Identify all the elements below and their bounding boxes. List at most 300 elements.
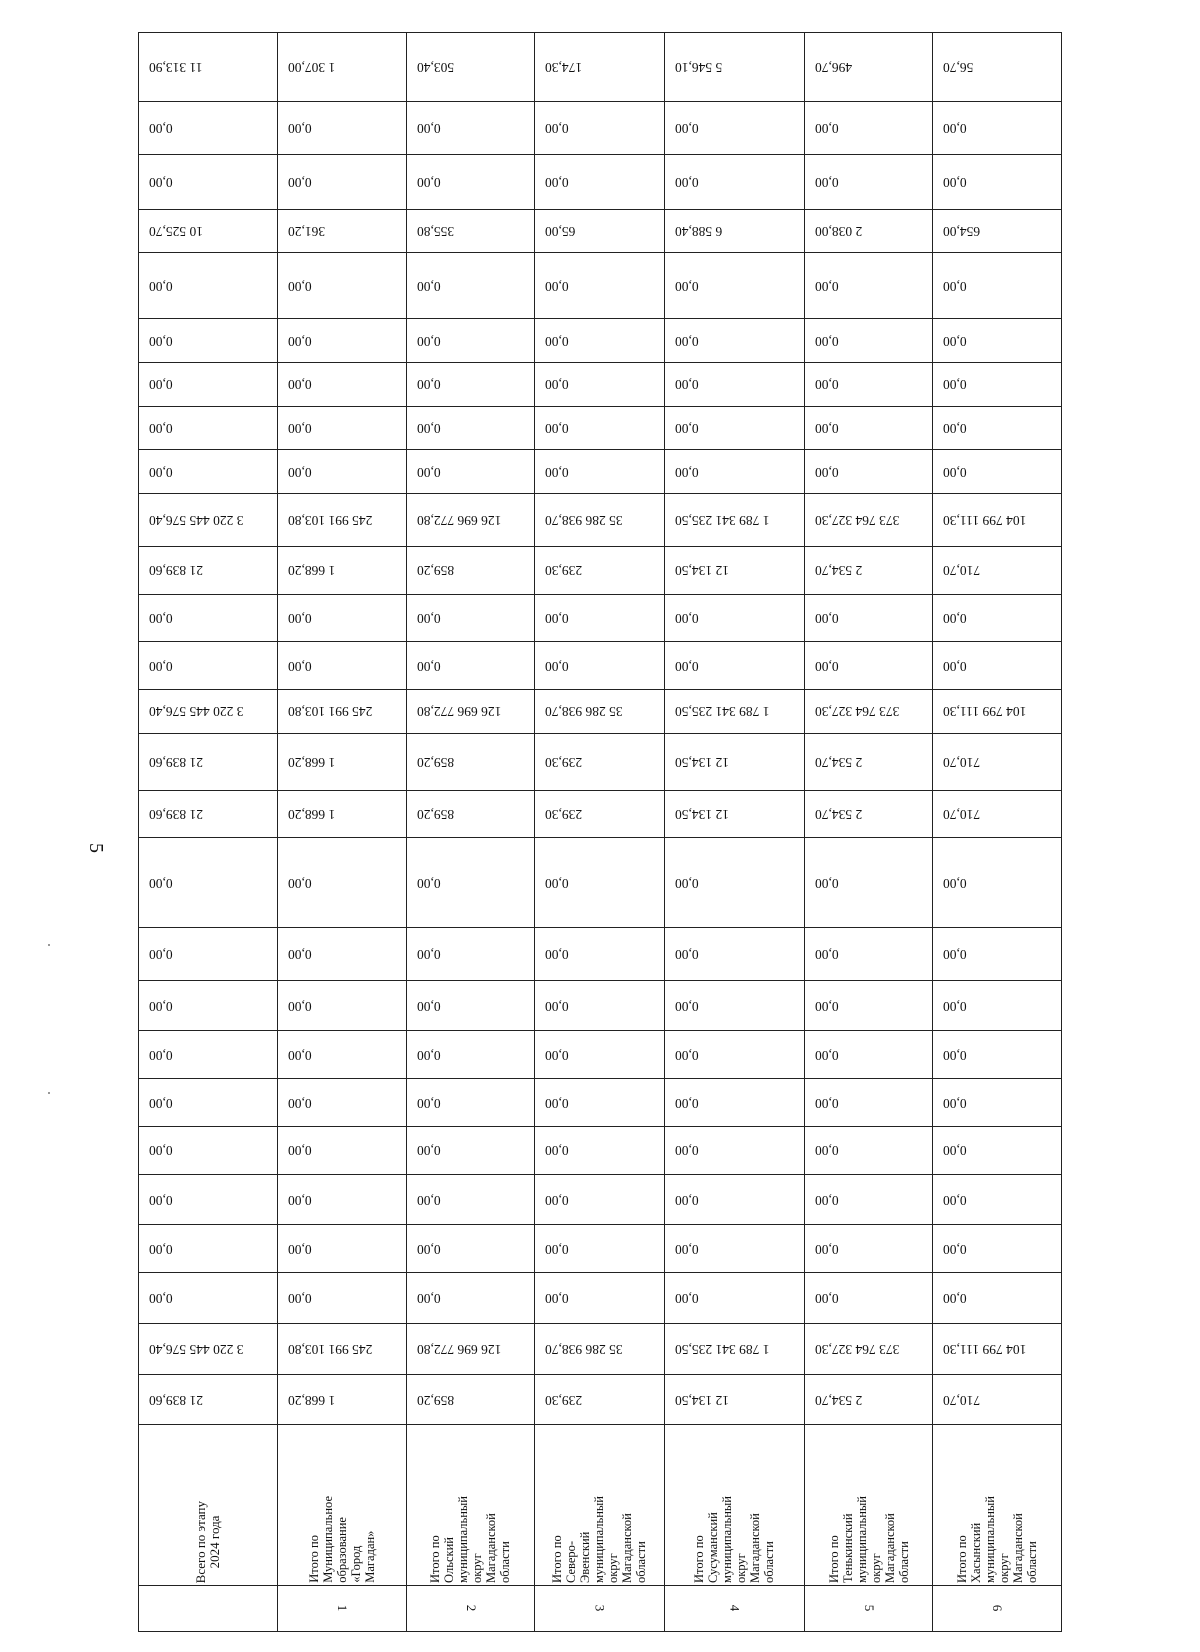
value-text: 1 668,20 [288,563,336,579]
value-text: 0,00 [674,174,699,190]
value-cell-row-2 [406,1126,535,1174]
value-text: 126 696 772,80 [416,704,501,720]
table-row [139,838,1062,927]
value-cell-row-1 [278,154,407,209]
value-text: 239,30 [545,754,583,770]
value-text: 373 764 327,30 [814,513,900,529]
value-cell-row-1 [278,406,407,450]
value-cell-row-6 [933,1323,1062,1374]
value-text: 0,00 [545,1291,569,1307]
value-text: 0,00 [545,946,569,962]
value-text: 710,70 [943,807,981,823]
value-text: 65,00 [545,224,576,240]
value-text: 0,00 [814,120,839,136]
table-row [139,33,1062,102]
value-text: 0,00 [149,875,173,891]
value-text: 0,00 [545,1095,569,1111]
value-cell-row-2 [406,1031,535,1079]
value-text: 0,00 [149,120,173,136]
value-cell-total [139,1174,278,1225]
value-text: 0,00 [416,120,441,136]
value-cell-row-4 [664,733,804,790]
value-text: 0,00 [416,875,441,891]
value-cell-row-3 [535,790,665,838]
row-number-cell-row-2 [406,1585,535,1631]
value-text: 126 696 772,80 [416,513,501,529]
value-text: 0,00 [416,421,441,437]
value-text: 0,00 [674,1143,699,1159]
value-cell-row-5 [804,33,933,102]
value-text: 0,00 [814,611,839,627]
table-row [139,1174,1062,1225]
value-cell-row-1 [278,494,407,547]
value-cell-row-6 [933,209,1062,253]
scan-speck [48,944,50,946]
value-cell-row-2 [406,363,535,407]
value-text: 0,00 [416,1047,441,1063]
row-label-cell-row-2 [406,1425,535,1586]
value-text: 0,00 [814,1291,839,1307]
value-cell-row-3 [535,209,665,253]
value-cell-row-3 [535,33,665,102]
value-cell-total [139,1374,278,1425]
value-text: 3 220 445 576,40 [149,704,244,720]
value-cell-row-3 [535,450,665,494]
value-text: 12 134,50 [674,754,729,770]
value-cell-row-2 [406,209,535,253]
value-cell-row-1 [278,642,407,690]
value-text: 0,00 [674,377,699,393]
value-cell-row-1 [278,102,407,155]
table-row [139,154,1062,209]
value-cell-row-2 [406,1374,535,1425]
value-cell-row-4 [664,980,804,1031]
value-cell-row-4 [664,1225,804,1273]
value-text: 0,00 [288,1143,312,1159]
table-row [139,594,1062,642]
value-cell-row-1 [278,1079,407,1127]
value-text: 245 991 103,80 [288,1341,373,1357]
value-cell-row-6 [933,450,1062,494]
row-number: 3 [592,1605,608,1612]
value-text: 0,00 [288,611,312,627]
value-text: 0,00 [149,1241,173,1257]
row-number-cell-total [139,1585,278,1631]
value-text: 0,00 [288,1291,312,1307]
row-label-cell-row-3 [535,1425,665,1586]
value-text: 21 839,60 [149,807,203,823]
value-cell-row-4 [664,1374,804,1425]
value-text: 0,00 [288,278,312,294]
value-text: 0,00 [288,1241,312,1257]
value-cell-row-5 [804,927,933,980]
value-text: 0,00 [545,1192,569,1208]
value-cell-row-1 [278,733,407,790]
value-cell-row-6 [933,319,1062,363]
table-row [139,253,1062,319]
value-cell-row-2 [406,494,535,547]
value-text: 239,30 [545,563,583,579]
value-cell-row-1 [278,253,407,319]
value-cell-total [139,690,278,734]
value-text: 21 839,60 [149,563,203,579]
value-cell-row-4 [664,927,804,980]
value-text: 859,20 [416,1392,454,1408]
row-label: Всего по этапу 2024 года [193,1500,223,1583]
value-text: 6 588,40 [674,224,722,240]
value-cell-row-4 [664,102,804,155]
value-text: 0,00 [674,658,699,674]
label-row [139,1425,1062,1586]
value-text: 0,00 [149,1095,173,1111]
value-text: 0,00 [149,278,173,294]
value-cell-row-3 [535,319,665,363]
value-text: 0,00 [288,998,312,1014]
value-text: 12 134,50 [674,1392,729,1408]
table-row [139,1079,1062,1127]
value-cell-row-5 [804,1323,933,1374]
row-label: Итого по Муниципальное образование «Город Магадан» [306,1496,377,1583]
value-cell-row-4 [664,494,804,547]
value-cell-row-1 [278,450,407,494]
table-row [139,102,1062,155]
value-text: 0,00 [674,278,699,294]
table-row [139,546,1062,594]
value-cell-total [139,1126,278,1174]
value-text: 373 764 327,30 [814,1341,900,1357]
value-text: 0,00 [545,1241,569,1257]
value-cell-row-2 [406,733,535,790]
value-text: 0,00 [943,611,968,627]
value-text: 0,00 [416,1291,441,1307]
value-cell-row-4 [664,33,804,102]
value-cell-row-2 [406,154,535,209]
value-text: 0,00 [149,1047,173,1063]
value-cell-row-4 [664,546,804,594]
value-cell-row-5 [804,1126,933,1174]
value-cell-row-1 [278,1031,407,1079]
value-cell-row-5 [804,1031,933,1079]
value-text: 0,00 [814,377,839,393]
value-text: 0,00 [288,421,312,437]
value-text: 0,00 [674,1241,699,1257]
value-text: 0,00 [674,1095,699,1111]
value-cell-total [139,406,278,450]
value-text: 710,70 [943,1392,981,1408]
value-cell-total [139,33,278,102]
value-cell-row-3 [535,927,665,980]
value-cell-row-4 [664,642,804,690]
value-text: 0,00 [149,333,173,349]
value-cell-row-5 [804,1273,933,1324]
table-row [139,450,1062,494]
row-label-cell-row-5 [804,1425,933,1586]
value-text: 3 220 445 576,40 [149,1341,244,1357]
value-cell-row-2 [406,1225,535,1273]
value-text: 0,00 [943,658,968,674]
value-cell-row-6 [933,363,1062,407]
table-row [139,1225,1062,1273]
value-cell-total [139,450,278,494]
value-cell-row-5 [804,253,933,319]
value-cell-total [139,927,278,980]
value-text: 1 307,00 [288,60,336,76]
value-text: 0,00 [416,658,441,674]
value-cell-total [139,1273,278,1324]
value-cell-row-5 [804,790,933,838]
value-cell-total [139,790,278,838]
value-cell-row-4 [664,1126,804,1174]
value-cell-row-6 [933,790,1062,838]
value-cell-row-5 [804,209,933,253]
value-cell-row-6 [933,494,1062,547]
value-cell-total [139,733,278,790]
value-text: 3 220 445 576,40 [149,513,244,529]
value-cell-row-1 [278,1374,407,1425]
value-text: 0,00 [149,421,173,437]
value-text: 245 991 103,80 [288,513,373,529]
value-cell-total [139,1323,278,1374]
row-number: 5 [861,1605,877,1612]
value-cell-row-5 [804,363,933,407]
value-text: 0,00 [416,377,441,393]
value-cell-total [139,363,278,407]
value-text: 1 789 341 235,50 [674,1341,770,1357]
value-cell-row-5 [804,406,933,450]
value-text: 0,00 [674,875,699,891]
table-row [139,209,1062,253]
value-text: 0,00 [288,174,312,190]
value-cell-row-4 [664,1323,804,1374]
value-text: 239,30 [545,807,583,823]
value-cell-total [139,594,278,642]
value-text: 0,00 [943,278,968,294]
value-cell-row-4 [664,319,804,363]
value-text: 0,00 [288,875,312,891]
value-text: 0,00 [416,946,441,962]
value-cell-row-3 [535,494,665,547]
value-cell-row-4 [664,690,804,734]
value-text: 0,00 [288,120,312,136]
row-number: 6 [990,1605,1006,1612]
value-cell-total [139,642,278,690]
value-text: 0,00 [545,278,569,294]
value-cell-row-1 [278,838,407,927]
value-cell-total [139,209,278,253]
value-cell-row-3 [535,1031,665,1079]
value-text: 0,00 [943,1291,968,1307]
table-row [139,790,1062,838]
value-cell-row-5 [804,1225,933,1273]
value-cell-row-3 [535,980,665,1031]
value-cell-row-1 [278,594,407,642]
value-text: 2 038,00 [814,224,863,240]
value-cell-row-5 [804,450,933,494]
value-cell-row-4 [664,1174,804,1225]
value-text: 0,00 [149,1291,173,1307]
value-text: 0,00 [814,658,839,674]
value-text: 0,00 [416,1143,441,1159]
value-text: 0,00 [674,611,699,627]
value-text: 0,00 [943,174,968,190]
value-text: 0,00 [674,998,699,1014]
value-text: 56,70 [943,60,974,76]
value-text: 0,00 [814,1047,839,1063]
value-text: 355,80 [416,224,454,240]
value-cell-row-3 [535,154,665,209]
value-text: 239,30 [545,1392,583,1408]
value-cell-row-2 [406,594,535,642]
value-text: 0,00 [288,377,312,393]
value-text: 1 668,20 [288,1392,336,1408]
value-text: 5 546,10 [674,60,722,76]
value-text: 361,20 [288,224,326,240]
value-text: 0,00 [288,1095,312,1111]
value-cell-row-3 [535,1126,665,1174]
value-text: 1 789 341 235,50 [674,513,770,529]
value-text: 0,00 [545,120,569,136]
value-text: 2 534,70 [814,1392,863,1408]
value-text: 0,00 [149,946,173,962]
row-number: 1 [334,1605,350,1612]
value-text: 21 839,60 [149,1392,203,1408]
value-cell-row-2 [406,690,535,734]
value-cell-row-3 [535,1323,665,1374]
value-text: 0,00 [288,1192,312,1208]
value-text: 0,00 [416,1095,441,1111]
value-text: 0,00 [149,377,173,393]
value-text: 0,00 [545,174,569,190]
value-cell-total [139,494,278,547]
value-text: 0,00 [149,1192,173,1208]
value-text: 0,00 [814,278,839,294]
value-text: 174,30 [545,60,583,76]
value-cell-row-1 [278,209,407,253]
value-cell-row-5 [804,733,933,790]
value-cell-row-4 [664,838,804,927]
value-text: 0,00 [814,421,839,437]
value-text: 0,00 [416,278,441,294]
table-row [139,406,1062,450]
value-cell-total [139,980,278,1031]
value-text: 0,00 [814,174,839,190]
value-text: 0,00 [814,875,839,891]
value-text: 0,00 [288,946,312,962]
value-cell-row-4 [664,253,804,319]
value-text: 1 668,20 [288,807,336,823]
value-cell-row-1 [278,690,407,734]
value-cell-row-3 [535,642,665,690]
value-cell-row-4 [664,1079,804,1127]
table-row [139,980,1062,1031]
value-text: 0,00 [149,658,173,674]
value-text: 859,20 [416,807,454,823]
value-cell-row-2 [406,1174,535,1225]
value-text: 0,00 [149,464,173,480]
value-cell-row-5 [804,1174,933,1225]
value-text: 0,00 [416,333,441,349]
value-text: 35 286 938,70 [545,704,623,720]
value-text: 0,00 [545,421,569,437]
value-text: 35 286 938,70 [545,1341,623,1357]
value-cell-row-2 [406,1323,535,1374]
value-cell-row-3 [535,1225,665,1273]
value-cell-row-6 [933,733,1062,790]
value-text: 0,00 [545,658,569,674]
value-cell-total [139,1225,278,1273]
value-text: 0,00 [943,1143,968,1159]
value-text: 0,00 [149,998,173,1014]
table-row [139,363,1062,407]
value-text: 1 668,20 [288,754,336,770]
value-cell-row-4 [664,1273,804,1324]
table-row [139,690,1062,734]
value-text: 654,00 [943,224,981,240]
value-text: 0,00 [814,1095,839,1111]
value-cell-row-6 [933,406,1062,450]
table-row [139,1374,1062,1425]
value-text: 0,00 [545,333,569,349]
value-cell-row-4 [664,790,804,838]
value-cell-row-1 [278,790,407,838]
value-cell-row-5 [804,494,933,547]
value-text: 0,00 [288,1047,312,1063]
row-label: Итого по Северо- Эвенский муниципальный округ Магаданской области [550,1495,649,1583]
value-text: 710,70 [943,563,981,579]
table-row [139,642,1062,690]
value-cell-row-1 [278,546,407,594]
value-text: 0,00 [943,333,968,349]
row-number: 4 [727,1605,743,1612]
table-row [139,927,1062,980]
table-row [139,733,1062,790]
value-text: 0,00 [674,1047,699,1063]
value-cell-row-2 [406,642,535,690]
value-text: 0,00 [674,464,699,480]
row-label: Итого по Ольский муниципальный округ Магаданской области [428,1495,513,1583]
value-cell-row-6 [933,927,1062,980]
value-text: 373 764 327,30 [814,704,900,720]
value-cell-row-6 [933,690,1062,734]
value-text: 0,00 [674,120,699,136]
value-cell-row-5 [804,319,933,363]
value-text: 0,00 [814,333,839,349]
value-text: 2 534,70 [814,563,863,579]
value-text: 245 991 103,80 [288,704,373,720]
value-text: 0,00 [416,1241,441,1257]
row-label: Итого по Тенькинский муниципальный округ Магаданской области [826,1495,911,1583]
value-cell-row-3 [535,1273,665,1324]
value-text: 2 534,70 [814,807,863,823]
value-cell-row-1 [278,980,407,1031]
value-cell-row-1 [278,33,407,102]
scan-speck [48,1092,50,1094]
value-text: 0,00 [943,998,968,1014]
value-text: 0,00 [545,611,569,627]
value-text: 0,00 [416,174,441,190]
row-number-cell-row-1 [278,1585,407,1631]
value-text: 0,00 [545,377,569,393]
value-cell-row-2 [406,790,535,838]
value-cell-row-5 [804,642,933,690]
value-cell-row-2 [406,102,535,155]
value-cell-row-5 [804,102,933,155]
value-cell-row-6 [933,33,1062,102]
value-cell-row-6 [933,1079,1062,1127]
value-cell-row-6 [933,642,1062,690]
value-text: 0,00 [288,333,312,349]
value-text: 0,00 [416,611,441,627]
